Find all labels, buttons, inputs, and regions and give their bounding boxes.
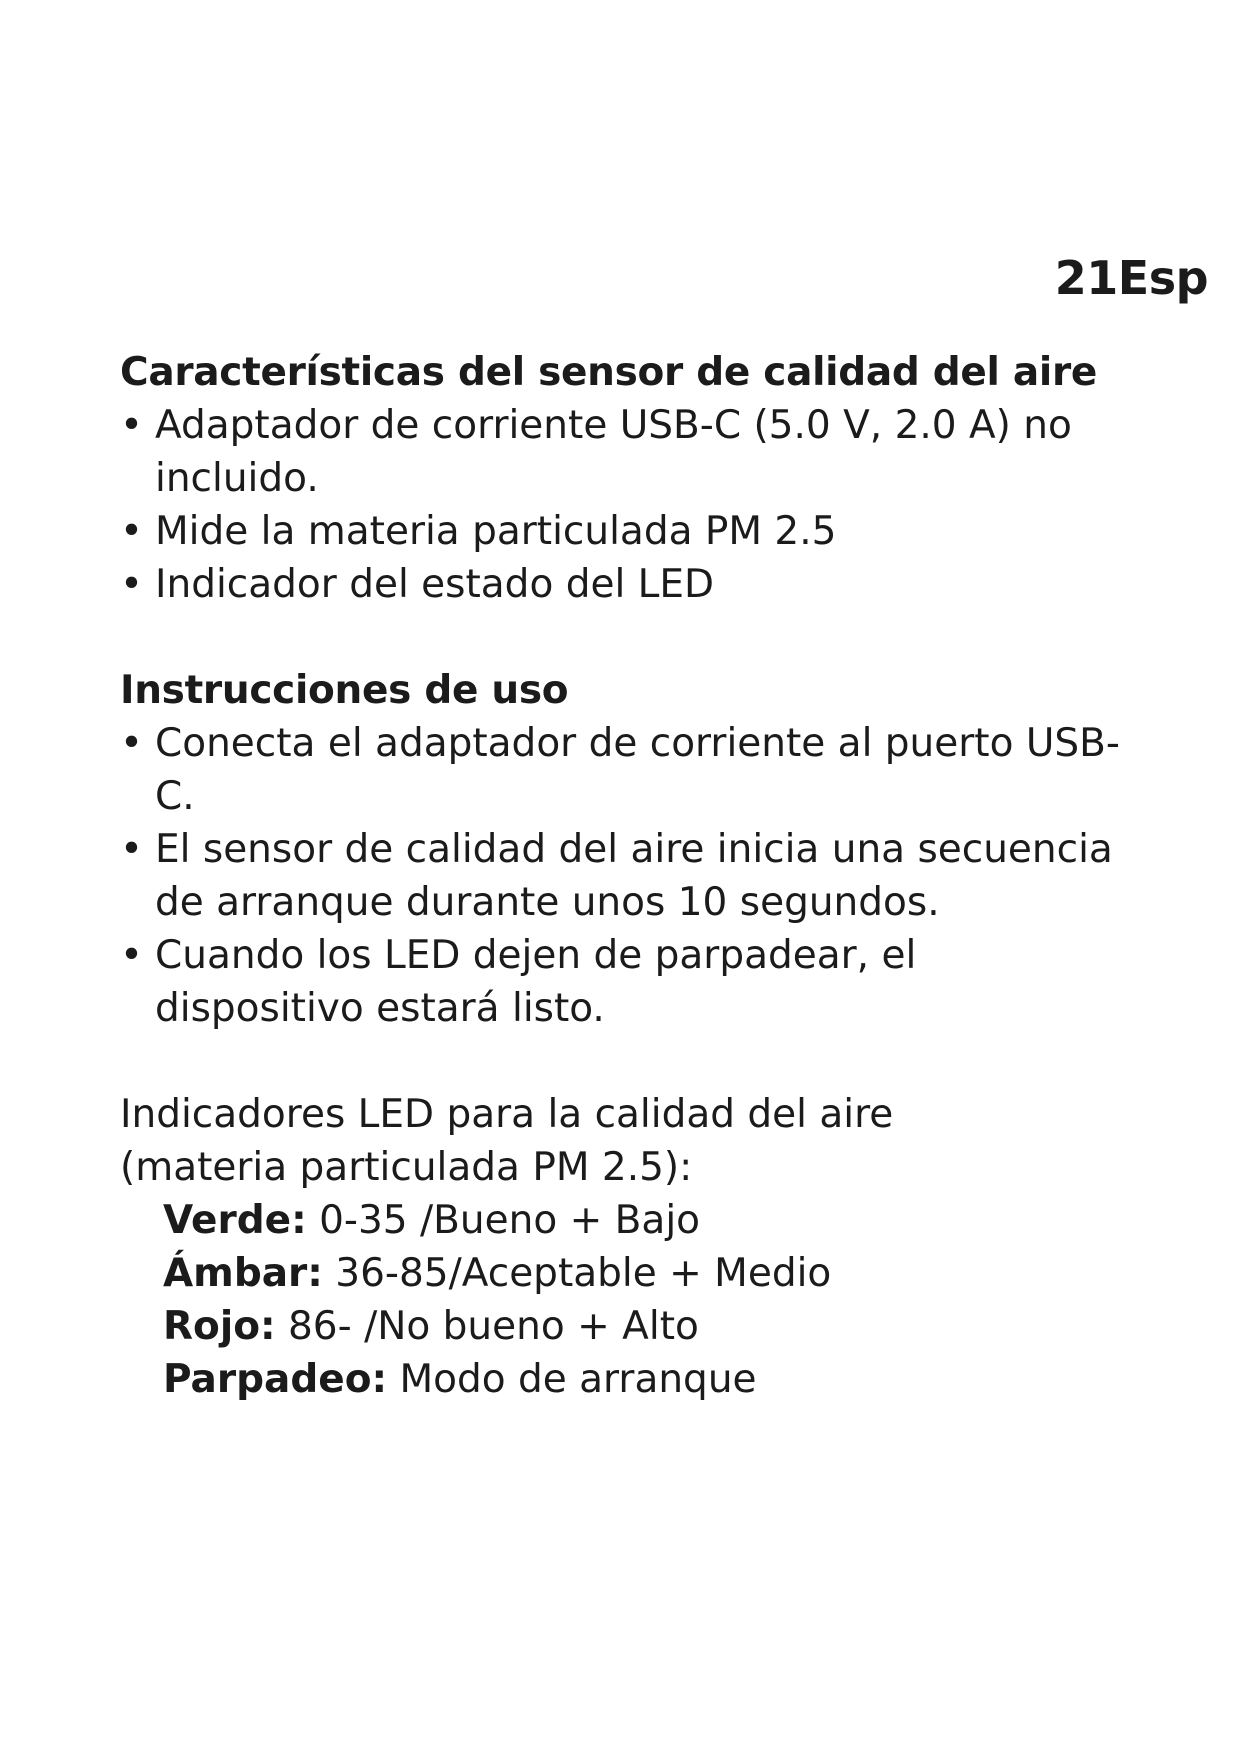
led-color-name: Rojo: xyxy=(163,1304,276,1349)
document-body xyxy=(120,346,1120,1406)
page-number-value: 21 xyxy=(1054,251,1118,305)
led-color-name: Verde: xyxy=(163,1198,307,1243)
list-item-text: Mide la materia particulada PM 2.5 xyxy=(155,509,837,554)
list-item xyxy=(120,929,1120,1035)
bullet-icon: • xyxy=(120,562,144,607)
bullet-icon: • xyxy=(120,721,144,766)
led-indicator-list xyxy=(120,1194,1120,1406)
list-item-text: Cuando los LED dejen de parpadear, el dispositivo estará listo. xyxy=(155,933,917,1031)
led-color-name: Parpadeo: xyxy=(163,1357,388,1402)
list-item xyxy=(120,823,1120,929)
list-item xyxy=(120,505,1120,558)
led-intro-line: (materia particulada PM 2.5): xyxy=(120,1145,693,1190)
led-color-value: 0-35 /Bueno + Bajo xyxy=(306,1198,701,1243)
led-intro-line: Indicadores LED para la calidad del aire xyxy=(120,1092,894,1137)
led-intro xyxy=(120,1088,1120,1194)
bullet-icon: • xyxy=(120,827,144,872)
bullet-icon: • xyxy=(120,509,144,554)
led-color-name: Ámbar: xyxy=(163,1251,323,1296)
list-item-text: Adaptador de corriente USB-C (5.0 V, 2.0 A) no incluido. xyxy=(155,403,1072,501)
bullet-icon: • xyxy=(120,933,144,978)
features-list xyxy=(120,399,1120,611)
led-color-value: 86- /No bueno + Alto xyxy=(275,1304,699,1349)
led-row-blinking xyxy=(163,1353,1120,1406)
list-item xyxy=(120,399,1120,505)
list-item-text: El sensor de calidad del aire inicia una secuencia de arranque durante unos 10 segundos. xyxy=(155,827,1113,925)
features-heading: Características del sensor de calidad del aire xyxy=(120,350,1098,395)
led-row-red xyxy=(163,1300,1120,1353)
section-spacer xyxy=(120,1035,1120,1088)
bullet-icon: • xyxy=(120,403,144,448)
page-language: Esp xyxy=(1117,251,1208,305)
section-spacer xyxy=(120,611,1120,664)
led-row-amber xyxy=(163,1247,1120,1300)
list-item xyxy=(120,717,1120,823)
list-item-text: Conecta el adaptador de corriente al puerto USB-C. xyxy=(155,721,1120,819)
page-number xyxy=(1055,250,1208,306)
led-row-green xyxy=(163,1194,1120,1247)
instructions-list xyxy=(120,717,1120,1035)
led-color-value: Modo de arranque xyxy=(387,1357,757,1402)
instructions-heading: Instrucciones de uso xyxy=(120,668,569,713)
list-item-text: Indicador del estado del LED xyxy=(155,562,715,607)
led-color-value: 36-85/Aceptable + Medio xyxy=(322,1251,832,1296)
list-item xyxy=(120,558,1120,611)
